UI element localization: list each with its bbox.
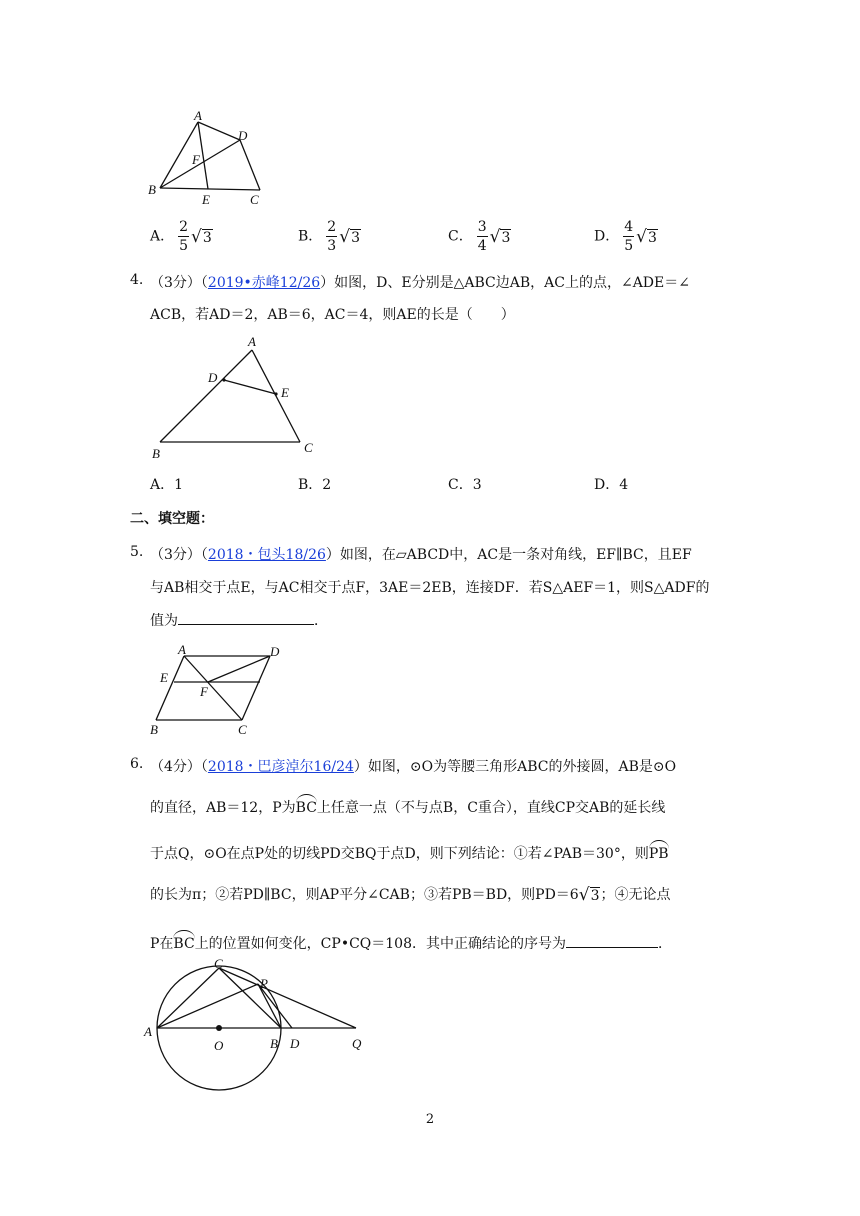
q5-line3: 值为 ．	[150, 613, 328, 629]
q5-line1: （3分）（2018・包头18/26）如图，在▱ABCD中，AC是一条对角线，EF∥BC，且EF	[150, 547, 692, 563]
page-number: 2	[425, 1112, 435, 1127]
q6-number: 6.	[130, 756, 144, 772]
figure-q6	[140, 958, 380, 1094]
q6-line5: P在BC上的位置如何变化，CP•CQ＝108．其中正确结论的序号为 ．	[150, 930, 672, 953]
label-D: D	[290, 1036, 300, 1051]
figure-q5	[140, 640, 290, 740]
q5-source-link[interactable]: 2018・包头18/26	[207, 547, 326, 563]
q4-line1: （3分）（2019•赤峰12/26）如图，D、E分别是△ABC边AB，AC上的点，∠ADE＝∠	[150, 275, 690, 291]
q6-source-link[interactable]: 2018・巴彦淖尔16/24	[207, 759, 354, 775]
q4-option-c: C．3	[448, 477, 482, 493]
label-F: F	[200, 684, 208, 699]
answer-blank[interactable]	[566, 935, 658, 948]
label-D: D	[238, 128, 248, 143]
q6-line2: 的直径，AB＝12，P为BC上任意一点（不与点B，C重合），直线CP交AB的延长线	[150, 794, 665, 817]
q4-option-d: D．4	[594, 477, 629, 493]
figure-q3	[140, 108, 280, 208]
q6-line3: 于点Q，⊙O在点P处的切线PD交BQ于点D，则下列结论：①若∠PAB＝30°，则PB	[150, 840, 669, 863]
label-C: C	[238, 722, 247, 737]
label-Q: Q	[352, 1036, 362, 1051]
q3-option-d: D． $\frac{4}{5}$ √3	[594, 219, 657, 254]
q4-source-link[interactable]: 2019•赤峰12/26	[207, 275, 321, 291]
label-E: E	[281, 385, 289, 400]
label-P: P	[260, 976, 268, 991]
q4-line2: ACB，若AD＝2，AB＝6，AC＝4，则AE的长是（ ）	[150, 307, 515, 323]
label-O: O	[214, 1038, 224, 1053]
label-C: C	[250, 192, 259, 207]
q6-line1: （4分）（2018・巴彦淖尔16/24）如图，⊙O为等腰三角形ABC的外接圆，AB是⊙O	[150, 759, 677, 775]
q4-option-b: B．2	[298, 477, 332, 493]
label-A: A	[178, 642, 186, 657]
figure-q4	[148, 334, 328, 462]
label-F: F	[192, 152, 200, 167]
label-B: B	[270, 1036, 278, 1051]
q5-line2: 与AB相交于点E，与AC相交于点F，3AE＝2EB，连接DF．若S△AEF＝1，则S△ADF的	[150, 580, 710, 596]
label-E: E	[160, 670, 168, 685]
label-C: C	[214, 958, 223, 971]
label-B: B	[148, 182, 156, 197]
q6-line4: 的长为π；②若PD∥BC，则AP平分∠CAB；③若PB＝BD，则PD＝6√3；④无论点	[150, 885, 671, 905]
label-C: C	[304, 440, 313, 455]
label-A: A	[248, 334, 256, 349]
q3-option-c: C． $\frac{3}{4}$ √3	[448, 219, 511, 254]
label-B: B	[150, 722, 158, 737]
answer-blank[interactable]	[178, 612, 314, 625]
q3-option-a: A． $\frac{2}{5}$ √3	[150, 219, 212, 254]
q5-number: 5.	[130, 544, 144, 560]
section-heading: 二、填空题：	[130, 511, 214, 527]
label-A: A	[194, 108, 202, 123]
label-D: D	[208, 370, 218, 385]
q4-option-a: A．1	[150, 477, 184, 493]
label-E: E	[202, 192, 210, 207]
label-D: D	[270, 644, 280, 659]
q4-number: 4.	[130, 272, 144, 288]
q3-option-b: B． $\frac{2}{3}$ √3	[298, 219, 360, 254]
label-B: B	[152, 446, 160, 461]
label-A: A	[144, 1024, 152, 1039]
